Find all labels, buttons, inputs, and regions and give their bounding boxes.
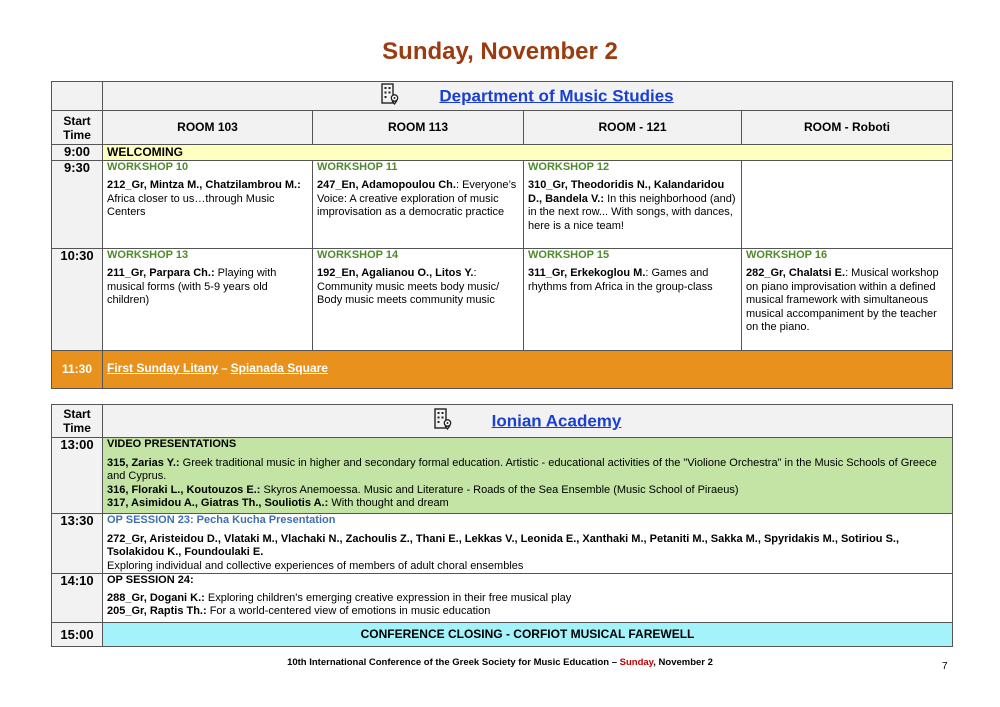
- workshop-cell: [524, 161, 742, 249]
- workshop-label: WORKSHOP 13: [107, 249, 189, 261]
- workshop-authors: 247_En, Adamopoulou Ch.: [317, 179, 456, 191]
- presentation-authors: 316, Floraki L., Koutouzos E.:: [107, 483, 261, 496]
- footer-day: Sunday: [619, 657, 654, 668]
- schedule-table-department: [51, 81, 953, 389]
- presentation-item: [107, 457, 948, 484]
- presentation-authors: 317, Asimidou A., Giatras Th., Souliotis A.:: [107, 497, 329, 509]
- presentation-authors: 205_Gr, Raptis Th.:: [107, 605, 207, 617]
- time-cell: 13:30: [52, 514, 103, 574]
- presentation-item: [107, 497, 948, 511]
- session-heading: OP SESSION 24:: [107, 574, 194, 586]
- presentation-item: [107, 592, 948, 606]
- corner-cell: [52, 82, 103, 111]
- presentation-authors: 272_Gr, Aristeidou D., Vlataki M., Vlachaki N., Zachoulis Z., Thani E., Lekkas V., Leonida E., Xanthaki M., Petaniti M., Sakka M., Spyridakis M., Sotiriou S., Tsolakidou K., Foundoulaki E.: [107, 532, 900, 558]
- workshop-label: WORKSHOP 15: [528, 249, 610, 261]
- workshop-authors: 192_En, Agalianou O., Litos Y.: [317, 267, 474, 279]
- building-location-icon: [434, 408, 452, 435]
- venue-header: [103, 82, 953, 111]
- session-heading: OP SESSION 23: Pecha Kucha Presentation: [107, 514, 336, 526]
- workshop-cell: [103, 249, 313, 351]
- workshop-title: Africa closer to us…through Music Centers: [107, 192, 275, 218]
- presentation-title: Skyros Anemoessa. Music and Literature - Roads of the Sea Ensemble (Music School of Piraeus): [260, 483, 739, 496]
- room-header: ROOM 103: [103, 111, 313, 145]
- time-cell: 15:00: [52, 623, 103, 647]
- workshop-title: : Community music meets body music/ Body music meets community music: [317, 267, 500, 306]
- presentation-title: For a world-centered view of emotions in music education: [206, 605, 491, 617]
- time-cell: 14:10: [52, 574, 103, 623]
- page-title: Sunday, November 2: [382, 38, 618, 65]
- workshop-label: WORKSHOP 12: [528, 161, 610, 173]
- workshop-authors: 310_Gr, Theodoridis N., Kalandaridou D., Bandela V.:: [528, 179, 725, 205]
- welcoming-cell: WELCOMING: [103, 145, 953, 161]
- workshop-cell: [313, 249, 524, 351]
- presentation-item: [107, 605, 948, 619]
- litany-cell: [103, 351, 953, 389]
- building-location-icon: [381, 83, 399, 110]
- workshop-label: WORKSHOP 10: [107, 161, 189, 173]
- presentation-title: Greek traditional music in higher and secondary formal education. Artistic - educational activities of the "Violione Orchestra" in the Music Schools of Greece and Cyprus.: [107, 456, 937, 482]
- start-time-header: Start Time: [52, 405, 103, 438]
- presentation-title: Exploring individual and collective experiences of members of adult choral ensembles: [107, 559, 524, 572]
- workshop-label: WORKSHOP 16: [746, 249, 828, 261]
- workshop-title: Playing with musical forms (with 5-9 years old children): [107, 267, 277, 306]
- workshop-title: : Musical workshop on piano improvisation within a defined musical framework with simultaneous musical accompaniment by the teacher on the piano.: [746, 267, 939, 333]
- presentation-item: [107, 484, 948, 498]
- room-header: ROOM - 121: [524, 111, 742, 145]
- workshop-authors: 282_Gr, Chalatsi E.: [746, 267, 846, 279]
- room-header: ROOM 113: [313, 111, 524, 145]
- presentation-authors: 315, Zarias Y.:: [107, 456, 180, 469]
- litany-link[interactable]: First Sunday Litany: [107, 361, 219, 376]
- workshop-authors: 211_Gr, Parpara Ch.:: [107, 267, 215, 279]
- room-header: ROOM - Roboti: [742, 111, 953, 145]
- litany-separator: –: [218, 363, 231, 376]
- op-session-23-cell: [103, 514, 953, 574]
- op-session-24-cell: [103, 574, 953, 623]
- schedule-table-ionian: [51, 404, 953, 647]
- workshop-authors: 212_Gr, Mintza M., Chatzilambrou M.:: [107, 179, 301, 191]
- time-cell: 11:30: [52, 351, 103, 389]
- workshop-title: : Games and rhythms from Africa in the group-class: [528, 267, 713, 293]
- presentation-title: With thought and dream: [328, 497, 449, 509]
- venue-link-music-studies[interactable]: Department of Music Studies: [439, 86, 674, 106]
- workshop-cell: [524, 249, 742, 351]
- workshop-title: : Everyone’s Voice: A creative exploration of music improvisation as a democratic practice: [317, 179, 517, 218]
- presentation-title: Exploring children's emerging creative expression in their free musical play: [204, 591, 572, 604]
- workshop-cell: [103, 161, 313, 249]
- time-cell: 13:00: [52, 438, 103, 514]
- start-time-header: Start Time: [52, 111, 103, 145]
- footer-prefix: 10th International Conference of the Greek Society for Music Education –: [287, 657, 620, 668]
- footer-suffix: , November 2: [653, 657, 713, 668]
- closing-cell: CONFERENCE CLOSING - CORFIOT MUSICAL FAREWELL: [103, 623, 953, 647]
- workshop-cell: [313, 161, 524, 249]
- venue-link-ionian-academy[interactable]: Ionian Academy: [491, 411, 622, 431]
- empty-cell: [742, 161, 953, 249]
- presentation-authors: 288_Gr, Dogani K.:: [107, 591, 205, 604]
- venue-header: [103, 405, 953, 438]
- page-footer: [0, 657, 1000, 668]
- workshop-authors: 311_Gr, Erkekoglou M.: [528, 267, 646, 279]
- time-cell: 9:30: [52, 161, 103, 249]
- workshop-cell: [742, 249, 953, 351]
- session-heading: VIDEO PRESENTATIONS: [107, 438, 237, 450]
- time-cell: 9:00: [52, 145, 103, 161]
- video-presentations-cell: [103, 438, 953, 514]
- workshop-label: WORKSHOP 14: [317, 249, 399, 261]
- time-cell: 10:30: [52, 249, 103, 351]
- page-number: 7: [942, 661, 948, 672]
- workshop-label: WORKSHOP 11: [317, 161, 398, 173]
- workshop-title: In this neighborhood (and) in the next row... With songs, with dances, here is a nice team!: [528, 192, 736, 232]
- spianada-square-link[interactable]: Spianada Square: [230, 361, 328, 376]
